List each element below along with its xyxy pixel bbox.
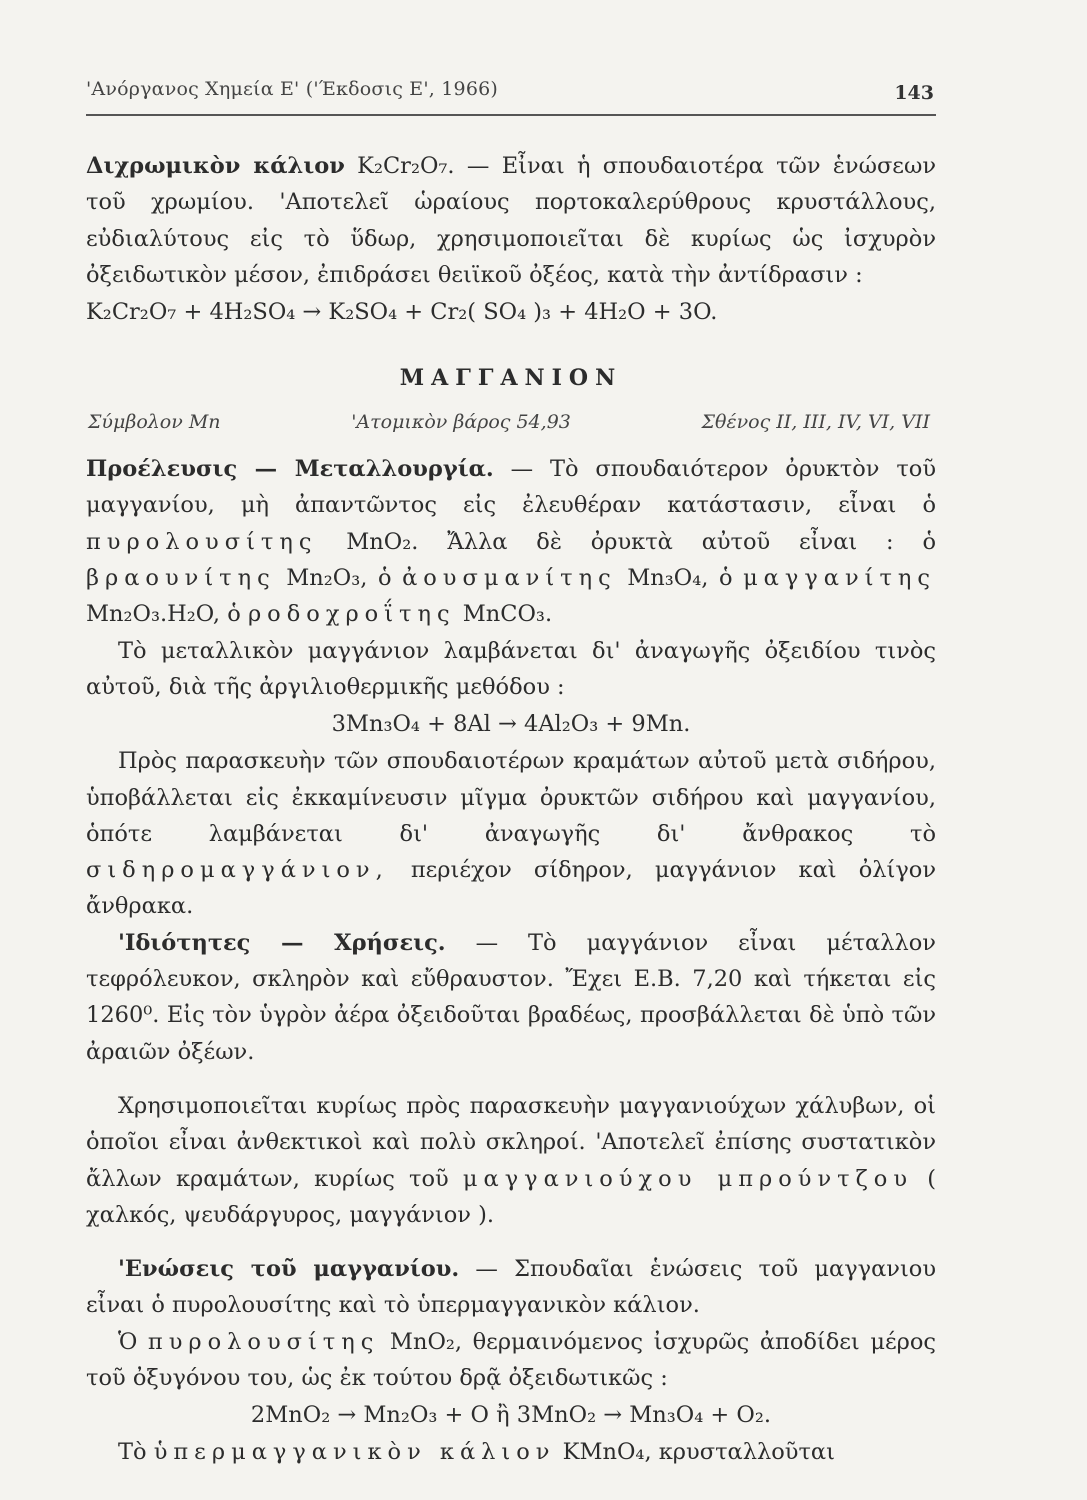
dichromate-heading: Διχρωμικὸν κάλιον — [86, 153, 345, 179]
aluminothermy-equation: 3Mn₃O₄ + 8Al → 4Al₂O₃ + 9Mn. — [331, 711, 691, 738]
term-ferromanganese: σιδηρομαγγάνιον, — [86, 857, 389, 884]
mineral-braunite: βραουνίτης — [86, 565, 276, 592]
origin-paragraph — [86, 451, 936, 632]
section-title: ΜΑΓΓΑΝΙΟΝ — [399, 365, 623, 392]
origin-text: Mn₂O₃, ὁ — [275, 565, 403, 592]
origin-text: — Τὸ σπουδαιότερον ὀρυκτὸν τοῦ μαγγανίου, μὴ ἀπαντῶντος εἰς ἐλευθέραν κατάστασιν, εἶναι ὁ — [86, 456, 936, 519]
compounds-heading: 'Ενώσεις τοῦ μαγγανίου. — [118, 1256, 460, 1283]
term-pyrolusite: πυρολουσίτης — [147, 1328, 380, 1355]
page-body — [86, 148, 936, 1471]
dichromate-equation: K₂Cr₂O₇ + 4H₂SO₄ → K₂SO₄ + Cr₂( SO₄ )₃ + 4H₂O + 3O. — [86, 299, 718, 326]
uses-text: ( χαλκός, ψευδάργυρος, μαγγάνιον ). — [86, 1165, 937, 1228]
valence: Σθένος II, III, IV, VI, VII — [701, 411, 930, 434]
origin-heading: Προέλευσις — Μεταλλουργία. — [86, 456, 494, 483]
permanganate-text: KMnO₄, κρυσταλλοῦται — [555, 1439, 835, 1466]
pyrolusite-equation: 2MnO₂ → Mn₂O₃ + O ἢ 3MnO₂ → Mn₃O₄ + O₂. — [250, 1402, 772, 1429]
compounds-paragraph — [86, 1251, 936, 1324]
properties-text: — Τὸ μαγγάνιον εἶναι μέταλλον τεφρόλευκον, σκληρὸν καὶ εὔθραυστον. Ἔχει Ε.Β. 7,20 καὶ τήκεται εἰς 1260⁰. Εἰς τὸν ὑγρὸν ἀέρα ὀξειδοῦται βραδέως, προσβάλλεται δὲ ὑπὸ τῶν ἀραιῶν ὀξέων. — [86, 929, 936, 1065]
dichromate-paragraph — [86, 148, 936, 293]
dichromate-formula: K₂Cr₂O₇. — [357, 153, 455, 179]
properties-heading: 'Ιδιότητες — Χρήσεις. — [118, 929, 446, 956]
mineral-hausmannite: ἀουσμανίτης — [402, 565, 617, 592]
origin-text: Mn₂O₃.H₂O, ὁ — [86, 601, 248, 628]
term-permanganate: ὑπερμαγγανικὸν κάλιον — [153, 1439, 556, 1466]
term-manganese-bronze: μαγγανιούχου μπρούντζου — [462, 1165, 914, 1192]
atomic-weight: 'Ατομικὸν βάρος 54,93 — [351, 411, 571, 434]
compounds-text: — Σπουδαῖαι ἑνώσεις τοῦ μαγγανιου εἶναι ὁ πυρολουσίτης καὶ τὸ ὑπερμαγγανικὸν κάλιον. — [86, 1256, 937, 1319]
element-info — [88, 411, 930, 433]
spacer — [86, 1233, 936, 1251]
permanganate-line — [86, 1434, 936, 1470]
spacer — [86, 1070, 936, 1088]
page-header — [86, 74, 936, 116]
mineral-manganite: μαγγανίτης — [743, 565, 936, 592]
running-title: 'Ανόργανος Χημεία Ε' ('Έκδοσις Ε', 1966) — [86, 78, 499, 100]
page-number: 143 — [894, 82, 934, 104]
mineral-rhodochrosite: ροδοχροΐτης — [247, 601, 456, 628]
ferromanganese-paragraph — [86, 743, 936, 924]
element-symbol: Σύμβολον Mn — [88, 411, 221, 434]
uses-text: Χρησιμοποιεῖται κυρίως πρὸς παρασκευὴν μαγγανιούχων χάλυβων, οἱ ὁποῖοι εἶναι ἀνθεκτικοὶ καὶ πολὺ σκληροί. 'Αποτελεῖ ἐπίσης συστατικὸν ἄλλων κραμάτων, κυρίως τοῦ — [86, 1092, 936, 1192]
properties-paragraph — [86, 925, 936, 1070]
mineral-pyrolusite: πυρολουσίτης — [86, 528, 318, 555]
aluminothermy-paragraph: Τὸ μεταλλικὸν μαγγάνιον λαμβάνεται δι' ἀναγωγῆς ὀξειδίου τινὸς αὐτοῦ, διὰ τῆς ἀργιλιοθερμικῆς μεθόδου : — [86, 637, 936, 700]
origin-text: Mn₃O₄, ὁ — [616, 565, 744, 592]
dichromate-text: — Εἶναι ἡ σπουδαιοτέρα τῶν ἑνώσεων τοῦ χρωμίου. 'Αποτελεῖ ὡραίους πορτοκαλερύθρους κρυστάλλους, εὐδιαλύτους εἰς τὸ ὕδωρ, χρησιμοποιεῖται δὲ κυρίως ὡς ἰσχυρὸν ὀξειδωτικὸν μέσον, ἐπιδράσει θειϊκοῦ ὀξέος, κατὰ τὴν ἀντίδρασιν : — [86, 153, 936, 288]
uses-paragraph — [86, 1088, 936, 1233]
origin-text: MnCO₃. — [455, 601, 553, 628]
pyro-text: Ὁ — [118, 1328, 148, 1355]
permanganate-text: Τὸ — [118, 1439, 154, 1466]
origin-text: MnO₂. Ἄλλα δὲ ὀρυκτὰ αὐτοῦ εἶναι : ὁ — [317, 528, 936, 555]
ferro-text: Πρὸς παρασκευὴν τῶν σπουδαιοτέρων κραμάτων αὐτοῦ μετὰ σιδήρου, ὑποβάλλεται εἰς ἐκκαμίνευσιν μῖγμα ὀρυκτῶν σιδήρου καὶ μαγγανίου, ὁπότε λαμβάνεται δι' ἀναγωγῆς δι' ἄνθρακος τὸ — [86, 748, 936, 847]
pyro-text: MnO₂, θερμαινόμενος ἰσχυρῶς ἀποδίδει μέρος τοῦ ὀξυγόνου του, ὡς ἐκ τούτου δρᾷ ὀξειδωτικῶς : — [86, 1328, 936, 1392]
ferro-text: περιέχον σίδηρον, μαγγάνιον καὶ ὀλίγον ἄνθρακα. — [86, 857, 936, 920]
pyrolusite-paragraph — [86, 1324, 936, 1397]
